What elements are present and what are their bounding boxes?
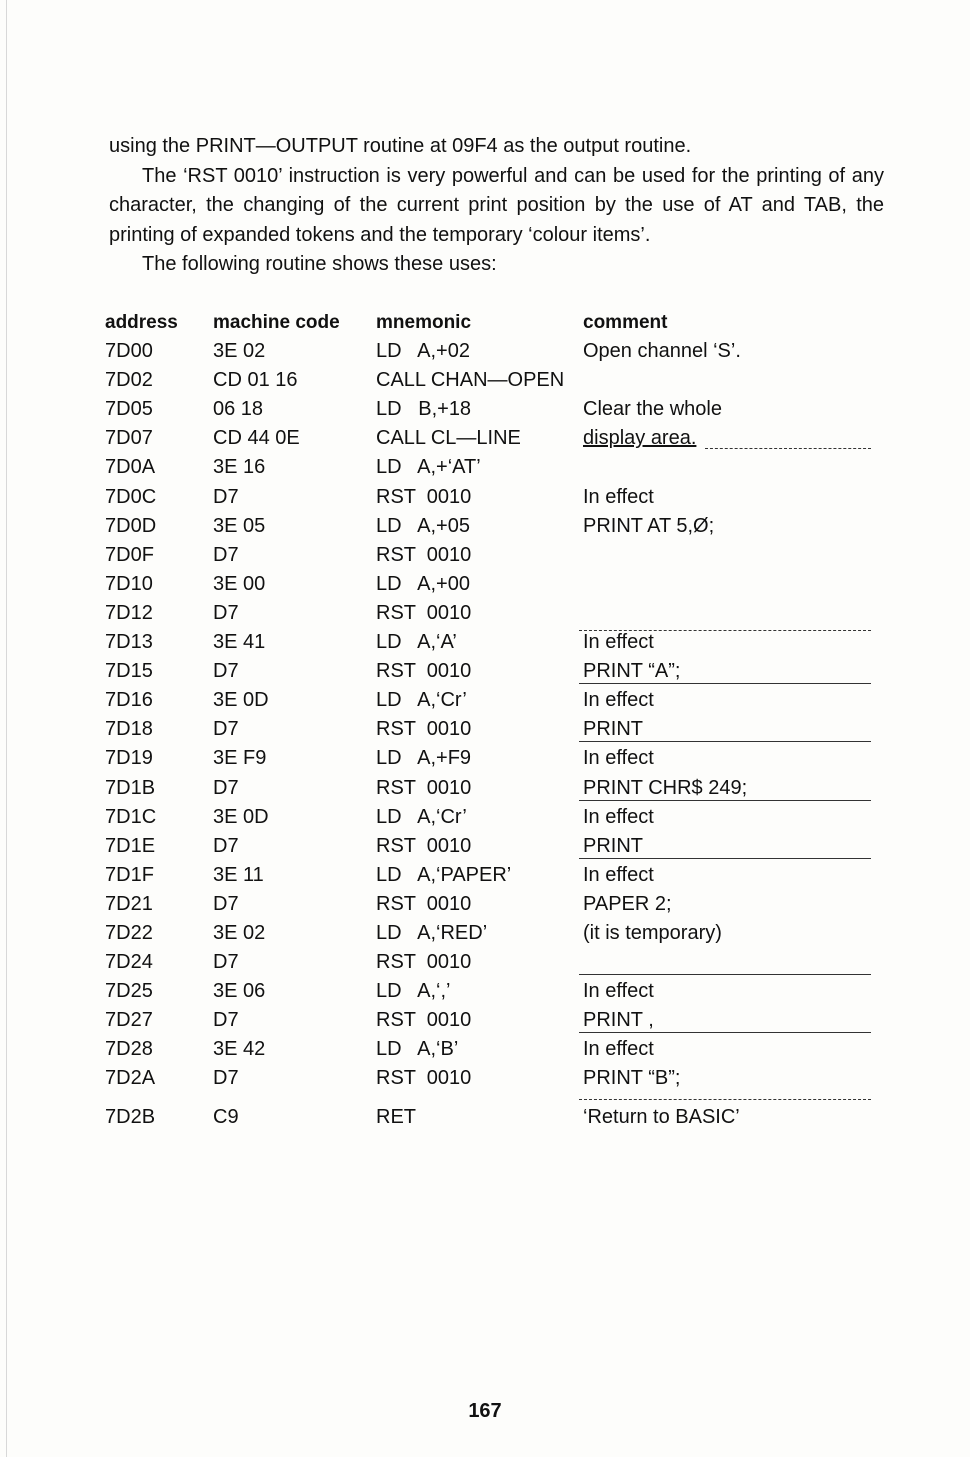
machine-code-cell: 3E 41: [213, 631, 266, 654]
comment-cell: PRINT “B”;: [583, 1067, 681, 1090]
machine-code-cell: 3E 05: [213, 514, 266, 537]
page-number: 167: [468, 1400, 502, 1422]
machine-code-cell: 3E 0D: [213, 805, 269, 828]
machine-code-cell: D7: [213, 892, 239, 915]
comment-cell: In effect: [583, 805, 654, 828]
comment-divider: [705, 448, 871, 449]
address-cell: 7D2A: [105, 1067, 156, 1090]
machine-code-cell: 3E 0D: [213, 689, 269, 712]
mnemonic-cell: LD A,+02: [376, 340, 470, 363]
address-cell: 7D15: [105, 660, 153, 683]
listing-row: [105, 628, 875, 657]
machine-code-cell: D7: [213, 951, 239, 974]
listing-row: [105, 1006, 875, 1035]
listing-row: [105, 395, 875, 424]
machine-code-cell: D7: [213, 1067, 239, 1090]
mnemonic-cell: RST 0010: [376, 834, 472, 857]
machine-code-cell: D7: [213, 660, 239, 683]
listing-row: [105, 599, 875, 628]
listing-row: [105, 424, 875, 453]
header-address: address: [105, 312, 178, 333]
machine-code-cell: 3E 06: [213, 980, 266, 1003]
mnemonic-cell: RST 0010: [376, 718, 472, 741]
comment-cell: In effect: [583, 863, 654, 886]
machine-code-cell: 3E 16: [213, 456, 266, 479]
address-cell: 7D0C: [105, 485, 157, 508]
machine-code-cell: 3E 42: [213, 1038, 266, 1061]
listing-row: [105, 977, 875, 1006]
address-cell: 7D0A: [105, 456, 156, 479]
comment-cell: In effect: [583, 980, 654, 1003]
mnemonic-cell: LD A,‘A’: [376, 631, 457, 654]
address-cell: 7D13: [105, 631, 153, 654]
machine-code-cell: D7: [213, 601, 239, 624]
listing-row: [105, 1064, 875, 1093]
comment-cell: In effect: [583, 1038, 654, 1061]
mnemonic-cell: LD A,+‘AT’: [376, 456, 481, 479]
address-cell: 7D21: [105, 892, 153, 915]
body-text: [109, 132, 884, 280]
address-cell: 7D1E: [105, 834, 156, 857]
address-cell: 7D27: [105, 1009, 153, 1032]
comment-cell: (it is temporary): [583, 921, 722, 944]
listing-row: [105, 861, 875, 890]
mnemonic-cell: LD A,‘PAPER’: [376, 863, 512, 886]
comment-cell: Clear the whole: [583, 398, 722, 421]
machine-code-cell: CD 44 0E: [213, 427, 300, 450]
header-machine-code: machine code: [213, 312, 340, 333]
header-comment: comment: [583, 312, 668, 333]
mnemonic-cell: CALL CL—LINE: [376, 427, 521, 450]
machine-code-cell: 3E 02: [213, 921, 266, 944]
address-cell: 7D22: [105, 921, 153, 944]
listing-row: [105, 774, 875, 803]
mnemonic-cell: RST 0010: [376, 776, 472, 799]
mnemonic-cell: LD A,+05: [376, 514, 470, 537]
comment-cell: PRINT CHR$ 249;: [583, 776, 748, 799]
machine-code-cell: 06 18: [213, 398, 264, 421]
listing-row: [105, 744, 875, 773]
machine-code-cell: 3E 11: [213, 863, 264, 886]
machine-code-cell: CD 01 16: [213, 369, 298, 392]
comment-cell: PRINT “A”;: [583, 660, 681, 683]
comment-cell: ‘Return to BASIC’: [583, 1105, 740, 1128]
machine-code-cell: D7: [213, 718, 239, 741]
address-cell: 7D1B: [105, 776, 156, 799]
address-cell: 7D0D: [105, 514, 157, 537]
mnemonic-cell: LD A,‘,’: [376, 980, 451, 1003]
address-cell: 7D1C: [105, 805, 157, 828]
address-cell: 7D28: [105, 1038, 153, 1061]
machine-code-cell: C9: [213, 1105, 239, 1128]
comment-divider: [579, 1099, 871, 1100]
header-mnemonic: mnemonic: [376, 312, 472, 333]
mnemonic-cell: RST 0010: [376, 543, 472, 566]
comment-cell: Open channel ‘S’.: [583, 340, 741, 363]
comment-divider: [579, 683, 871, 684]
comment-cell: PAPER 2;: [583, 892, 672, 915]
mnemonic-cell: LD A,+F9: [376, 747, 472, 770]
mnemonic-cell: CALL CHAN—OPEN: [376, 369, 565, 392]
address-cell: 7D1F: [105, 863, 154, 886]
mnemonic-cell: LD A,‘Cr’: [376, 689, 467, 712]
mnemonic-cell: RET: [376, 1105, 416, 1128]
address-cell: 7D07: [105, 427, 153, 450]
machine-code-cell: 3E 02: [213, 340, 266, 363]
comment-cell: In effect: [583, 631, 654, 654]
mnemonic-cell: RST 0010: [376, 601, 472, 624]
address-cell: 7D24: [105, 951, 153, 974]
comment-cell: In effect: [583, 689, 654, 712]
comment-cell: In effect: [583, 485, 654, 508]
mnemonic-cell: LD B,+18: [376, 398, 472, 421]
comment-cell: PRINT AT 5,Ø;: [583, 514, 715, 537]
listing-row: [105, 570, 875, 599]
code-listing: [105, 308, 875, 1132]
machine-code-cell: D7: [213, 485, 239, 508]
machine-code-cell: D7: [213, 776, 239, 799]
listing-row: [105, 541, 875, 570]
listing-row: [105, 512, 875, 541]
mnemonic-cell: LD A,+00: [376, 572, 470, 595]
comment-cell: display area.: [583, 427, 697, 450]
mnemonic-cell: LD A,‘RED’: [376, 921, 488, 944]
listing-row: [105, 453, 875, 482]
comment-cell: PRINT ,: [583, 1009, 654, 1032]
listing-header-row: [105, 308, 875, 337]
listing-row: [105, 715, 875, 744]
paragraph-continuation: using the PRINT—OUTPUT routine at 09F4 as the output routine.: [109, 135, 692, 157]
listing-row: [105, 948, 875, 977]
mnemonic-cell: LD A,‘Cr’: [376, 805, 467, 828]
listing-row: [105, 686, 875, 715]
machine-code-cell: 3E F9: [213, 747, 267, 770]
address-cell: 7D16: [105, 689, 153, 712]
address-cell: 7D25: [105, 980, 153, 1003]
mnemonic-cell: LD A,‘B’: [376, 1038, 459, 1061]
address-cell: 7D02: [105, 369, 153, 392]
mnemonic-cell: RST 0010: [376, 892, 472, 915]
listing-row: [105, 483, 875, 512]
listing-row: [105, 803, 875, 832]
address-cell: 7D10: [105, 572, 153, 595]
comment-divider: [579, 858, 871, 859]
machine-code-cell: D7: [213, 1009, 239, 1032]
comment-cell: PRINT: [583, 834, 643, 857]
address-cell: 7D2B: [105, 1105, 156, 1128]
listing-row: [105, 337, 875, 366]
listing-row: [105, 1103, 875, 1132]
mnemonic-cell: RST 0010: [376, 1067, 472, 1090]
listing-row: [105, 832, 875, 861]
page-edge: [6, 0, 7, 1457]
comment-divider: [579, 974, 871, 975]
comment-divider: [579, 741, 871, 742]
mnemonic-cell: RST 0010: [376, 485, 472, 508]
address-cell: 7D00: [105, 340, 153, 363]
paragraph-rst-0010: The ‘RST 0010’ instruction is very powerful and can be used for the printing of any character, the changing of the current print position by the use of AT and TAB, the printing of expanded tokens and the temporary ‘colour items’.: [109, 164, 884, 246]
machine-code-cell: 3E 00: [213, 572, 266, 595]
listing-row: [105, 919, 875, 948]
mnemonic-cell: RST 0010: [376, 1009, 472, 1032]
address-cell: 7D18: [105, 718, 153, 741]
listing-row: [105, 1035, 875, 1064]
address-cell: 7D0F: [105, 543, 154, 566]
paragraph-routine-intro: The following routine shows these uses:: [142, 253, 497, 275]
listing-row: [105, 890, 875, 919]
machine-code-cell: D7: [213, 834, 239, 857]
comment-cell: In effect: [583, 747, 654, 770]
address-cell: 7D12: [105, 601, 153, 624]
listing-row: [105, 657, 875, 686]
mnemonic-cell: RST 0010: [376, 951, 472, 974]
comment-cell: PRINT: [583, 718, 643, 741]
comment-divider: [579, 800, 871, 801]
machine-code-cell: D7: [213, 543, 239, 566]
comment-divider: [579, 1032, 871, 1033]
mnemonic-cell: RST 0010: [376, 660, 472, 683]
listing-row: [105, 366, 875, 395]
address-cell: 7D05: [105, 398, 153, 421]
address-cell: 7D19: [105, 747, 153, 770]
